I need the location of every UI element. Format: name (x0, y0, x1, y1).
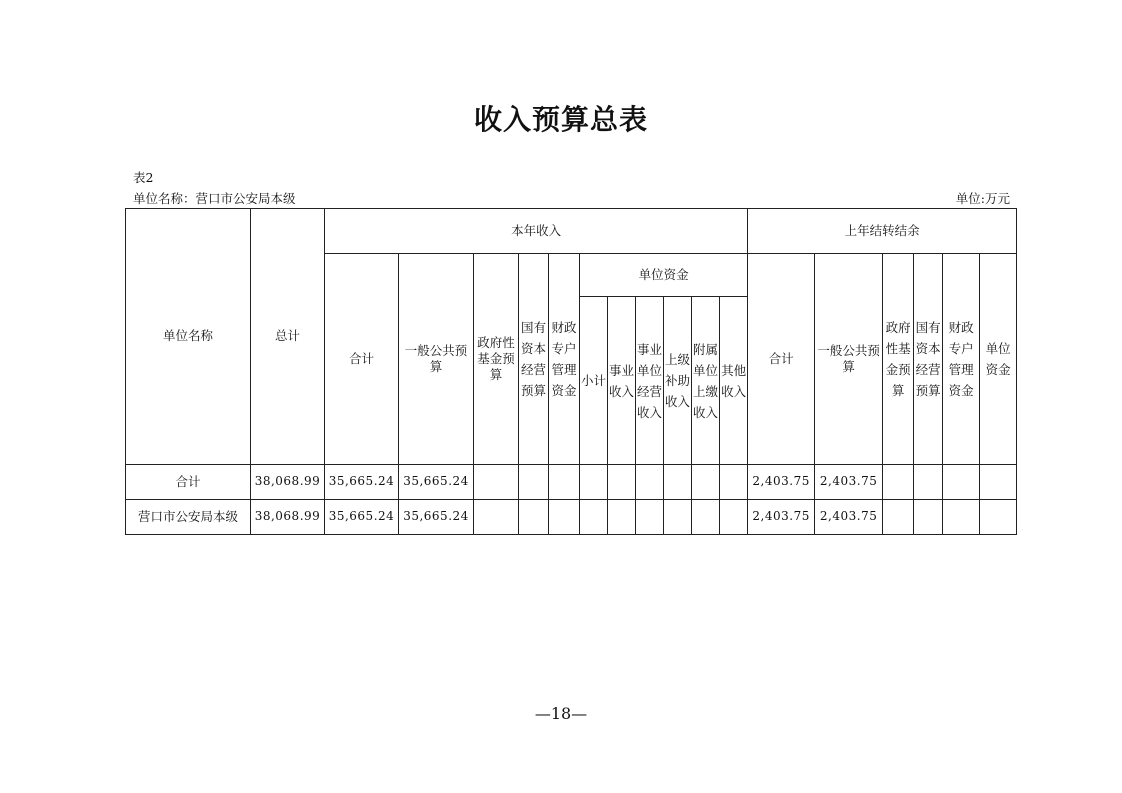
header-carryover: 上年结转结余 (748, 209, 1017, 254)
header-cy-state-capital: 国有资本经营预算 (519, 254, 549, 465)
row-cy-sum: 35,665.24 (325, 500, 399, 535)
header-cy-unit-funds: 单位资金 (580, 254, 748, 297)
header-cy-sum: 合计 (325, 254, 399, 465)
row-uf-business (608, 465, 636, 500)
row-cy-state-capital (519, 500, 549, 535)
header-total: 总计 (251, 209, 325, 465)
row-uf-subtotal (580, 500, 608, 535)
row-uf-operating (636, 500, 664, 535)
page-title: 收入预算总表 (473, 103, 648, 136)
table-row (126, 465, 1017, 500)
row-co-unit-funds (980, 500, 1017, 535)
row-co-sum: 2,403.75 (748, 465, 815, 500)
page-number: —18— (534, 704, 588, 723)
row-uf-business (608, 500, 636, 535)
header-cy-fiscal-special: 财政专户管理资金 (549, 254, 580, 465)
row-cy-general: 35,665.24 (399, 500, 474, 535)
header-co-general: 一般公共预算 (815, 254, 883, 465)
header-unit-name: 单位名称 (126, 209, 251, 465)
row-co-fiscal-special (943, 465, 980, 500)
row-name: 营口市公安局本级 (126, 500, 251, 535)
row-cy-fiscal-special (549, 500, 580, 535)
row-uf-subsidy (664, 465, 692, 500)
header-co-unit-funds: 单位资金 (980, 254, 1017, 465)
header-uf-affiliated: 附属单位上缴收入 (692, 297, 720, 465)
header-uf-subsidy: 上级补助收入 (664, 297, 692, 465)
row-uf-affiliated (692, 465, 720, 500)
row-total: 38,068.99 (251, 500, 325, 535)
row-uf-subsidy (664, 500, 692, 535)
table-number: 表2 (133, 170, 154, 185)
row-cy-sum: 35,665.24 (325, 465, 399, 500)
row-co-gov-fund (883, 465, 914, 500)
row-uf-operating (636, 465, 664, 500)
header-cy-gov-fund: 政府性基金预算 (474, 254, 519, 465)
row-uf-subtotal (580, 465, 608, 500)
row-co-gov-fund (883, 500, 914, 535)
row-cy-general: 35,665.24 (399, 465, 474, 500)
row-uf-other (720, 500, 748, 535)
header-uf-business: 事业收入 (608, 297, 636, 465)
header-co-sum: 合计 (748, 254, 815, 465)
unit-label: 单位:万元 (955, 191, 1010, 206)
unit-name-label: 单位名称：营口市公安局本级 (133, 191, 296, 206)
header-co-gov-fund: 政府性基金预算 (883, 254, 914, 465)
header-cy-general: 一般公共预算 (399, 254, 474, 465)
row-co-unit-funds (980, 465, 1017, 500)
header-uf-subtotal: 小计 (580, 297, 608, 465)
income-budget-table (125, 208, 1017, 535)
header-current-year-income: 本年收入 (325, 209, 748, 254)
row-co-sum: 2,403.75 (748, 500, 815, 535)
row-total: 38,068.99 (251, 465, 325, 500)
header-co-state-capital: 国有资本经营预算 (914, 254, 943, 465)
header-co-fiscal-special: 财政专户管理资金 (943, 254, 980, 465)
row-cy-gov-fund (474, 500, 519, 535)
row-cy-fiscal-special (549, 465, 580, 500)
row-cy-gov-fund (474, 465, 519, 500)
header-uf-operating: 事业单位经营收入 (636, 297, 664, 465)
header-uf-other: 其他收入 (720, 297, 748, 465)
row-co-general: 2,403.75 (815, 500, 883, 535)
row-cy-state-capital (519, 465, 549, 500)
row-name: 合计 (126, 465, 251, 500)
row-co-fiscal-special (943, 500, 980, 535)
row-uf-other (720, 465, 748, 500)
row-co-state-capital (914, 500, 943, 535)
row-uf-affiliated (692, 500, 720, 535)
row-co-state-capital (914, 465, 943, 500)
table-row (126, 500, 1017, 535)
row-co-general: 2,403.75 (815, 465, 883, 500)
